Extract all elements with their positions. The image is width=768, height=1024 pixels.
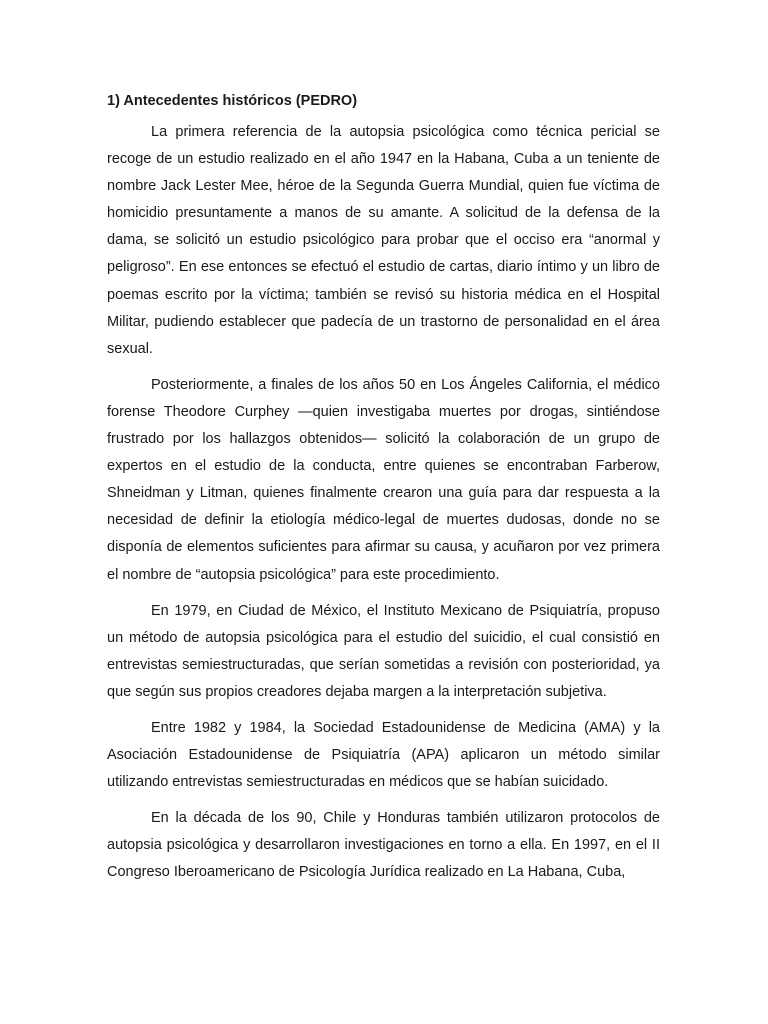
paragraph-1: La primera referencia de la autopsia psicológica como técnica pericial se recoge de un estudio realizado en el año 1947 en la Habana, Cuba a un teniente de nombre Jack Lester Mee, héroe de la Segunda Guerra Mundial, quien fue víctima de homicidio presuntamente a manos de su amante. A solicitud de la defensa de la dama, se solicitó un estudio psicológico para probar que el occiso era “anormal y peligroso”. En ese entonces se efectuó el estudio de cartas, diario íntimo y un libro de poemas escrito por la víctima; también se revisó su historia médica en el Hospital Militar, pudiendo establecer que padecía de un trastorno de personalidad en el área sexual. bbox=[107, 124, 660, 357]
paragraph-3: En 1979, en Ciudad de México, el Instituto Mexicano de Psiquiatría, propuso un método de autopsia psicológica para el estudio del suicidio, el cual consistió en entrevistas semiestructuradas, que serían sometidas a revisión con posterioridad, ya que según sus propios creadores dejaba margen a la interpretación subjetiva. bbox=[107, 602, 660, 700]
paragraph-2: Posteriormente, a finales de los años 50 en Los Ángeles California, el médico forense Theodore Curphey —quien investigaba muertes por drogas, sintiéndose frustrado por los hallazgos obtenidos— solicitó la colaboración de un grupo de expertos en el estudio de la conducta, entre quienes se encontraban Farberow, Shneidman y Litman, quienes finalmente crearon una guía para dar respuesta a la necesidad de definir la etiología médico-legal de muertes dudosas, donde no se disponía de elementos suficientes para afirmar su causa, y acuñaron por vez primera el nombre de “autopsia psicológica” para este procedimiento. bbox=[107, 376, 660, 583]
paragraph-5: En la década de los 90, Chile y Honduras también utilizaron protocolos de autopsia psicológica y desarrollaron investigaciones en torno a ella. En 1997, en el II Congreso Iberoamericano de Psicología Jurídica realizado en La Habana, Cuba, bbox=[107, 810, 660, 881]
document-body bbox=[107, 92, 660, 896]
paragraph-4: Entre 1982 y 1984, la Sociedad Estadounidense de Medicina (AMA) y la Asociación Estadounidense de Psiquiatría (APA) aplicaron un método similar utilizando entrevistas semiestructuradas en médicos que se habían suicidado. bbox=[107, 719, 660, 791]
section-heading: 1) Antecedentes históricos (PEDRO) bbox=[107, 93, 358, 109]
